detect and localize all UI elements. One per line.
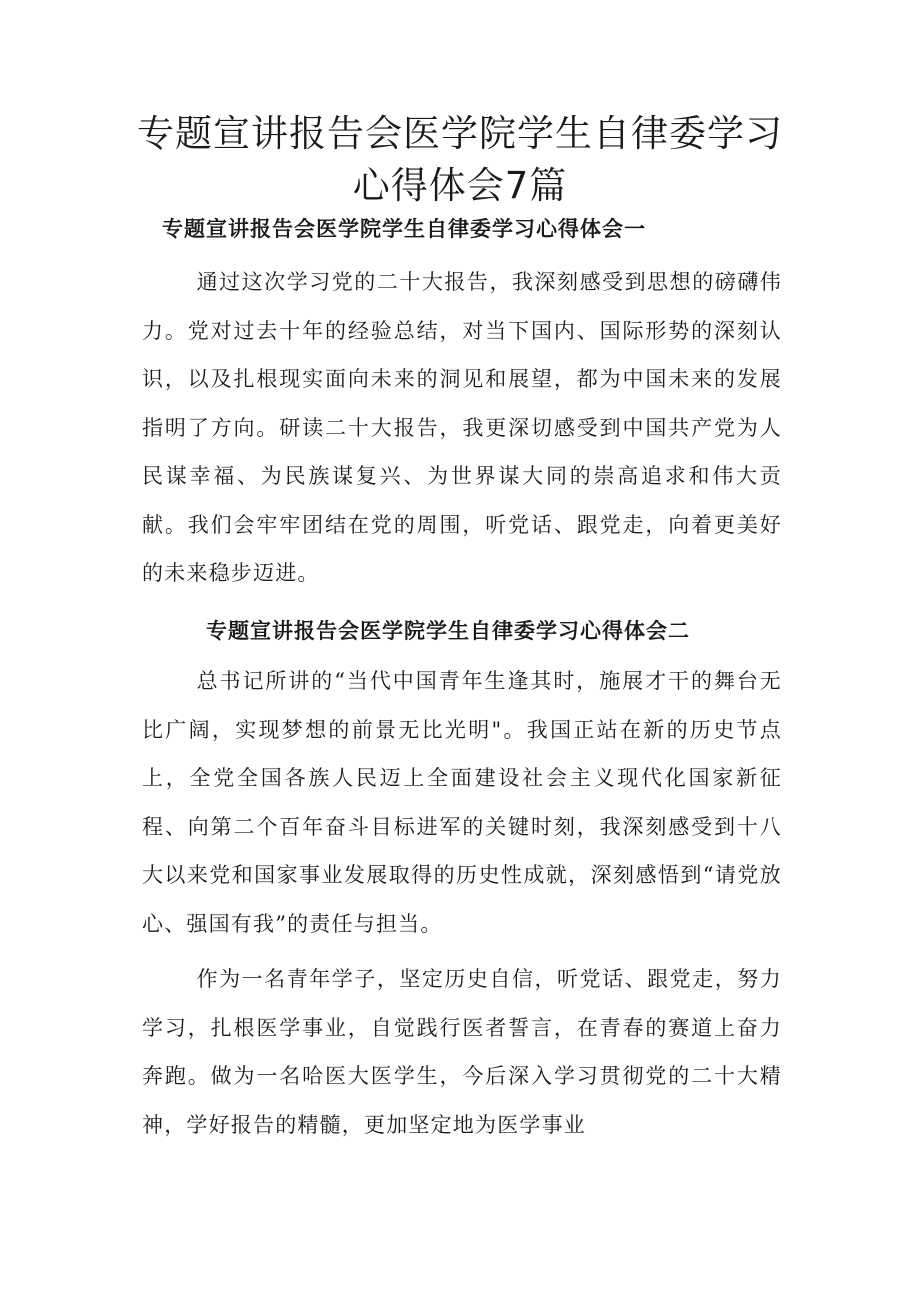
section-1-paragraph-1: 通过这次学习党的二十大报告，我深刻感受到思想的磅礴伟力。党对过去十年的经验总结，对当下国内、国际形势的深刻认识，以及扎根现实面向未来的洞见和展望，都为中国未来的发展指明了方向。研读二十大报告，我更深切感受到中国共产党为人民谋幸福、为民族谋复兴、为世界谋大同的崇高追求和伟大贡献。我们会牢牢团结在党的周围，听党话、跟党走，向着更美好的未来稳步迈进。	[142, 270, 782, 585]
section-heading-2: 专题宣讲报告会医学院学生自律委学习心得体会二	[206, 619, 690, 643]
section-2-paragraph-1: 总书记所讲的“当代中国青年生逢其时，施展才干的舞台无比广阔，实现梦想的前景无比光明"。我国正站在新的历史节点上，全党全国各族人民迈上全面建设社会主义现代化国家新征程、向第二个百年奋斗目标进军的关键时刻，我深刻感受到十八大以来党和国家事业发展取得的历史性成就，深刻感悟到“请党放心、强国有我”的责任与担当。	[142, 669, 782, 936]
document-title: 专题宣讲报告会医学院学生自律委学习心得体会7篇	[137, 112, 783, 207]
section-2-paragraph-2: 作为一名青年学子，坚定历史自信，听党话、跟党走，努力学习，扎根医学事业，自觉践行医者誓言，在青春的赛道上奋力奔跑。做为一名哈医大医学生，今后深入学习贯彻党的二十大精神，学好报告的精髓，更加坚定地为医学事业	[142, 967, 782, 1137]
section-heading-1: 专题宣讲报告会医学院学生自律委学习心得体会一	[162, 217, 646, 241]
